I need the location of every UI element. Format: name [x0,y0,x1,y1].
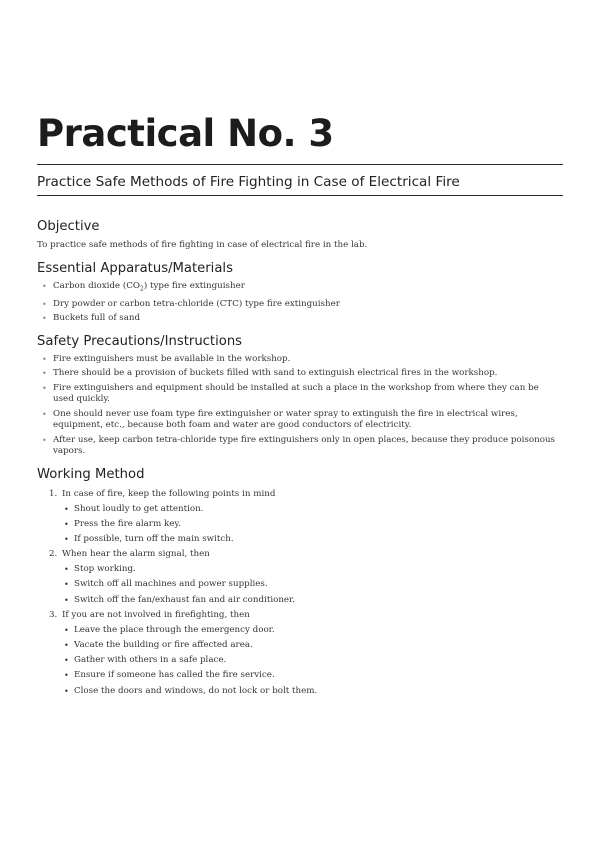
apparatus-heading: Essential Apparatus/Materials [37,261,233,276]
step-subitem: • Vacate the building or fire affected area. [62,638,567,653]
step-subitem: • Close the doors and windows, do not lock or bolt them. [62,684,567,699]
objective-heading: Objective [37,219,100,234]
step-sublist [62,502,567,548]
subtitle-divider [37,195,563,196]
step-subitem: • Stop working. [62,562,567,577]
step-subitem: • Ensure if someone has called the fire service. [62,668,567,683]
method-heading: Working Method [37,466,145,482]
method-step [37,547,567,608]
safety-item: • Fire extinguishers must be available in the workshop. [37,354,567,365]
safety-item: • Fire extinguishers and equipment should be installed at such a place in the workshop from where they can be used quickly. [37,383,567,405]
step-text: If you are not involved in firefighting, then [62,609,250,620]
apparatus-item-text: ) type fire extinguisher [143,281,245,291]
step-number: 3. [49,609,58,620]
step-text: In case of fire, keep the following points in mind [62,488,276,499]
page-title: Practical No. 3 [37,112,334,155]
step-subitem: • Gather with others in a safe place. [62,653,567,668]
page-subtitle: Practice Safe Methods of Fire Fighting in Case of Electrical Fire [37,174,460,190]
step-subitem: • Switch off the fan/exhaust fan and air conditioner. [62,593,567,608]
step-subitem: • If possible, turn off the main switch. [62,532,567,547]
step-number: 1. [49,488,58,499]
safety-list [37,354,567,458]
step-sublist [62,623,567,699]
apparatus-item-text: Carbon dioxide (CO [53,281,140,291]
step-sublist [62,562,567,608]
objective-text: To practice safe methods of fire fighting in case of electrical fire in the lab. [37,240,368,250]
step-subitem: • Shout loudly to get attention. [62,502,567,517]
method-step [37,487,567,548]
document-body [37,217,567,699]
subscript-two: 2 [140,285,144,293]
step-subitem: • Press the fire alarm key. [62,517,567,532]
method-steps [37,487,567,699]
safety-item: • One should never use foam type fire extinguisher or water spray to extinguish the fire in electrical wires, equipment, etc., because both foam and water are good conductors of electricity. [37,409,567,431]
safety-item: • There should be a provision of buckets filled with sand to extinguish electrical fires in the workshop. [37,368,567,379]
safety-heading: Safety Precautions/Instructions [37,333,243,349]
step-subitem: • Switch off all machines and power supplies. [62,577,567,592]
safety-item: • After use, keep carbon tetra-chloride type fire extinguishers only in open places, because they produce poisonous vapors. [37,435,567,457]
apparatus-item: • Dry powder or carbon tetra-chloride (CTC) type fire extinguisher [37,299,567,310]
apparatus-list [37,281,567,325]
title-divider [37,164,563,165]
apparatus-item: • Buckets full of sand [37,313,567,324]
method-step [37,608,567,699]
step-subitem: • Leave the place through the emergency door. [62,623,567,638]
apparatus-item [37,281,567,295]
step-number: 2. [49,549,58,560]
step-text: When hear the alarm signal, then [62,549,210,560]
